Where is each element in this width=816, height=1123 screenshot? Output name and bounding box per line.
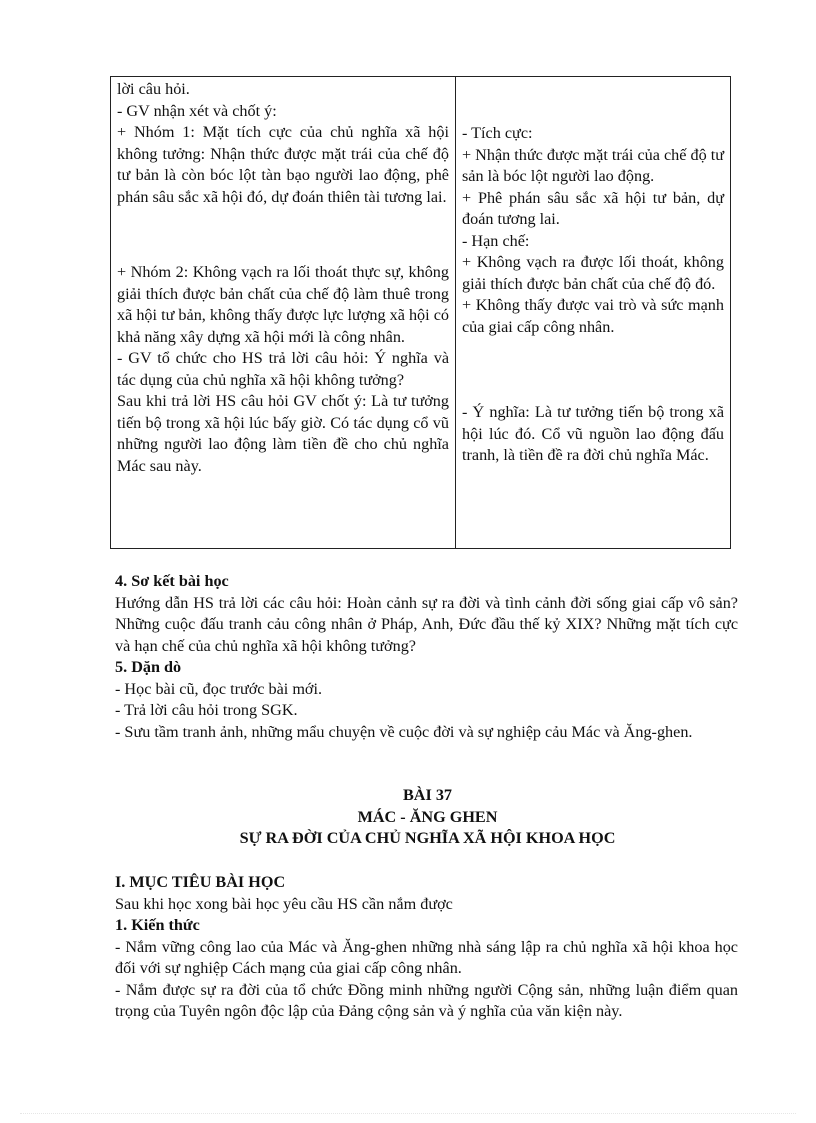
left-line-1: lời câu hỏi.: [117, 80, 190, 98]
right-positive-heading: - Tích cực:: [462, 124, 533, 142]
summary-text: Hướng dẫn HS trả lời các câu hỏi: Hoàn cảnh sự ra đời và tình cảnh đời sống giai cấp vô sản? Những cuộc đấu tranh cảu công nhân ở Pháp, Anh, Đức đầu thế kỷ XIX? Những mặt tích cực và hạn chế của chủ nghĩa xã hội không tưởng?: [115, 593, 738, 655]
homework-item-2: - Trả lời câu hỏi trong SGK.: [115, 701, 298, 719]
lesson-table: [110, 76, 731, 549]
right-positive-1: + Nhận thức được mặt trái của chế độ tư sản là bóc lột người lao động.: [462, 145, 725, 185]
left-group-1: + Nhóm 1: Mặt tích cực của chủ nghĩa xã hội không tưởng: Nhận thức được mặt trái của chế độ tư bản là còn bóc lột tàn bạo người lao động, phê phán sâu sắc xã hội đó, dự đoán thiên tài tương lai.: [117, 123, 449, 206]
teacher-activity-cell: [111, 77, 456, 549]
objectives-intro: Sau khi học xong bài học yêu cầu HS cần nắm được: [115, 894, 453, 913]
right-meaning: - Ý nghĩa: Là tư tưởng tiến bộ trong xã hội lúc đó. Cổ vũ nguồn lao động đấu tranh, là tiền đề ra đời chủ nghĩa Mác.: [462, 403, 724, 464]
summary-section: [115, 571, 738, 743]
lesson-number: BÀI 37: [402, 786, 453, 804]
left-question: - GV tổ chức cho HS trả lời câu hỏi: Ý nghĩa và tác dụng của chủ nghĩa xã hội không tưởng?: [117, 349, 449, 389]
knowledge-heading: 1. Kiến thức: [115, 916, 200, 934]
homework-heading: 5. Dặn dò: [115, 658, 182, 676]
summary-heading: 4. Sơ kết bài học: [115, 572, 229, 590]
page-bottom-divider: [20, 1113, 796, 1114]
objective-item-2: - Nắm được sự ra đời của tổ chức Đồng minh những người Cộng sản, những luận điểm quan trọng của Tuyên ngôn độc lập của Đảng cộng sản và ý nghĩa của văn kiện này.: [115, 980, 738, 1020]
left-conclusion: Sau khi trả lời HS câu hỏi GV chốt ý: Là tư tưởng tiến bộ trong xã hội lúc bấy giờ. Có tác dụng cổ vũ những người lao động làm tiền đề cho chủ nghĩa Mác sau này.: [117, 392, 449, 475]
lesson-title-2: SỰ RA ĐỜI CỦA CHỦ NGHĨA XÃ HỘI KHOA HỌC: [239, 829, 616, 847]
student-knowledge-cell: [456, 77, 731, 549]
right-limit-2: + Không thấy được vai trò và sức mạnh của giai cấp công nhân.: [462, 296, 724, 336]
objective-item-1: - Nắm vững công lao của Mác và Ăng-ghen những nhà sáng lập ra chủ nghĩa xã hội khoa học đối với sự nghiệp Cách mạng của giai cấp công nhân.: [115, 937, 738, 977]
left-line-2: - GV nhận xét và chốt ý:: [117, 101, 277, 120]
lesson-title-block: [115, 785, 740, 850]
homework-item-3: - Sưu tầm tranh ảnh, những mẩu chuyện về cuộc đời và sự nghiệp cảu Mác và Ăng-ghen.: [115, 722, 693, 741]
left-group-2: + Nhóm 2: Không vạch ra lối thoát thực sự, không giải thích được bản chất của chế độ làm thuê trong xã hội tư bản, không thấy được lực lượng xã hội có khả năng xây dựng xã hội mới là công nhân.: [117, 263, 449, 346]
objectives-section: [115, 872, 738, 1023]
homework-item-1: - Học bài cũ, đọc trước bài mới.: [115, 679, 323, 698]
right-limit-1: + Không vạch ra được lối thoát, không giải thích được bản chất của chế độ đó.: [462, 253, 724, 293]
objectives-heading: I. MỤC TIÊU BÀI HỌC: [115, 873, 286, 891]
right-limit-heading: - Hạn chế:: [462, 231, 530, 250]
right-positive-2: + Phê phán sâu sắc xã hội tư bản, dự đoán tương lai.: [462, 188, 724, 228]
lesson-title-1: MÁC - ĂNG GHEN: [357, 807, 498, 826]
